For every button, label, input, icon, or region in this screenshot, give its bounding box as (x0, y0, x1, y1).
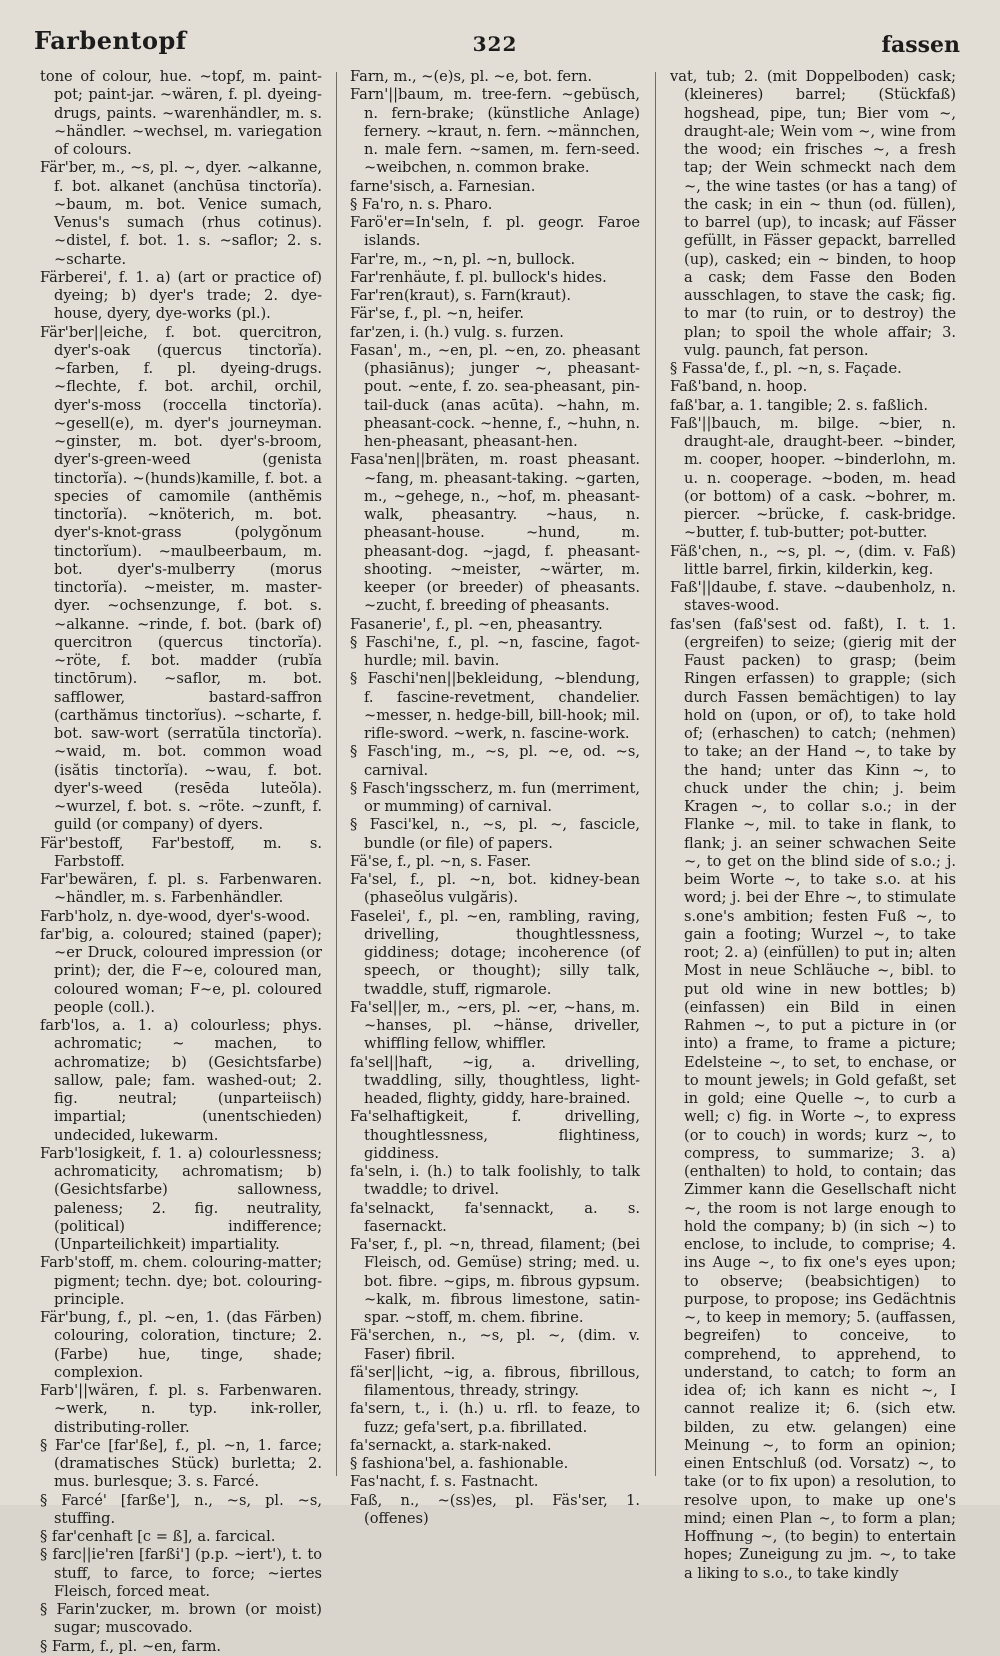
dictionary-entry: Far're, m., ~n, pl. ~n, bullock. (350, 250, 576, 268)
dictionary-entry: § far'cenhaft [c = ß], a. farcical. (40, 1528, 276, 1545)
dictionary-entry: § Fa'ro, n. s. Pharo. (350, 195, 493, 213)
dictionary-entry: fa'sel||haft, ~ig, a. drivelling, twaddling, silly, thoughtless, light-headed, flighty, giddy, hare-brained. (350, 1053, 640, 1107)
dictionary-entry: Faß, n., ~(ss)es, pl. Fäs'ser, 1. (offenes) (350, 1491, 640, 1527)
dictionary-entry: tone of colour, hue. ~topf, m. paint-pot; paint-jar. ~wären, f. pl. dyeing-drugs, paints. ~warenhändler, m. s. ~händler. ~wechsel, m. variegation of colours. (40, 68, 322, 158)
dictionary-entry: § Fasch'ing, m., ~s, pl. ~e, od. ~s, carnival. (350, 743, 640, 779)
column-divider (336, 72, 337, 1476)
dictionary-entry: Faselei', f., pl. ~en, rambling, raving, drivelling, thoughtlessness, giddiness; dotage; incoherence (of speech, or thought); silly talk, twaddle, stuff, rigmarole. (350, 907, 640, 998)
dictionary-entry: Fasa'nen||bräten, m. roast pheasant. ~fang, m. pheasant-taking. ~garten, m., ~gehege, n., ~hof, m. pheasant-walk, pheasantry. ~haus, n. pheasant-house. ~hund, m. pheasant-dog. ~jagd, f. pheasant-shooting. ~meister, ~wärter, m. keeper (or breeder) of pheasants. ~zucht, f. breeding of pheasants. (350, 451, 640, 615)
dictionary-entry: § Fasch'ingsscherz, m. fun (merriment, or mumming) of carnival. (350, 779, 640, 815)
column-right (670, 68, 956, 1582)
dictionary-entry: Fär'ber||eiche, f. bot. quercitron, dyer's-oak (quercus tinctorĭa). ~farben, f. pl. dyeing-drugs. ~flechte, f. bot. archil, orchil, dyer's-moss (roccella tinctorĭa). ~gesell(e), m. dyer's journeyman. ~ginster, m. bot. dyer's-broom, dyer's-green-weed (genista tinctorĭa). ~(hunds)kamille, f. bot. a species of camomile (anthĕmis tinctorĭa). ~knöterich, m. bot. dyer's-knot-grass (polygŏnum tinctorĭum). ~maulbeerbaum, m. bot. dyer's-mulberry (morus tinctorĭa). ~meister, m. master-dyer. ~ochsenzunge, f. bot. s. ~alkanne. ~rinde, f. bot. (bark of) quercitron (quercus tinctorĭa). ~röte, f. bot. madder (rubĭa tinctōrum). ~saflor, m. bot. safflower, bastard-saffron (carthămus tinctorĭus). ~scharte, f. bot. saw-wort (serratŭla tinctorĭa). ~waid, m. bot. common woad (isătis tinctorĭa). ~wau, f. bot. dyer's-weed (resēda luteŏla). ~wurzel, f. bot. s. ~röte. ~zunft, f. guild (or company) of dyers. (40, 323, 322, 834)
dictionary-entry: § Faschi'nen||bekleidung, ~blendung, f. fascine-revetment, chandelier. ~messer, n. hedge-bill, bill-hook; mil. rifle-sword. ~werk, n. fascine-work. (350, 670, 641, 742)
column-divider (655, 72, 656, 1476)
dictionary-entry: Fas'nacht, f. s. Fastnacht. (350, 1473, 539, 1491)
dictionary-entry: farne'sisch, a. Farnesian. (350, 177, 536, 195)
dictionary-entry: Fär'bung, f., pl. ~en, 1. (das Färben) colouring, coloration, tincture; 2. (Farbe) hue, tinge, shade; complexion. (40, 1309, 322, 1381)
dictionary-entry: fä'ser||icht, ~ig, a. fibrous, fibrillous, filamentous, thready, stringy. (350, 1363, 640, 1399)
dictionary-entry: fa'sernackt, a. stark-naked. (350, 1436, 552, 1454)
page-number: 322 (472, 32, 518, 56)
dictionary-entry: far'big, a. coloured; stained (paper); ~er Druck, coloured impression (or print); der, die F~e, coloured man, coloured woman; F~e, pl. coloured people (coll.). (40, 925, 322, 1016)
dictionary-entry: § farc||ie'ren [farßi'] (p.p. ~iert'), t. to stuff, to farce, to force; ~iertes Fleisch, forced meat. (40, 1546, 322, 1600)
dictionary-entry: Fär'bestoff, Far'bestoff, m. s. Farbstoff. (40, 834, 322, 870)
dictionary-entry: Fa'selhaftigkeit, f. drivelling, thoughtlessness, flightiness, giddiness. (350, 1108, 640, 1162)
dictionary-entry: Fa'sel||er, m., ~ers, pl. ~er, ~hans, m. ~hanses, pl. ~hänse, driveller, whiffling fellow, whiffler. (350, 998, 640, 1053)
dictionary-entry: Fär'ber, m., ~s, pl. ~, dyer. ~alkanne, f. bot. alkanet (anchūsa tinctorĭa). ~baum, m. bot. Venice sumach, Venus's sumach (rhus cotinus). ~distel, f. bot. 1. s. ~saflor; 2. s. ~scharte. (40, 159, 322, 268)
dictionary-entry: Farb'losigkeit, f. 1. a) colourlessness; achromaticity, achromatism; b) (Gesichtsfarbe) sallowness, paleness; 2. fig. neutrality, (political) indifference; (Unparteilichkeit) impartiality. (40, 1144, 322, 1253)
column-middle (350, 68, 641, 1527)
running-header (30, 26, 960, 66)
dictionary-entry: Fasanerie', f., pl. ~en, pheasantry. (350, 615, 603, 633)
dictionary-entry: Fäß'chen, n., ~s, pl. ~, (dim. v. Faß) little barrel, firkin, kilderkin, keg. (670, 542, 956, 578)
dictionary-entry: Faß'||daube, f. stave. ~daubenholz, n. staves-wood. (670, 579, 956, 615)
dictionary-entry: Far'renhäute, f. pl. bullock's hides. (350, 268, 607, 286)
dictionary-entry: Farn, m., ~(e)s, pl. ~e, bot. fern. (350, 68, 593, 85)
dictionary-entry: § Farcé' [farße'], n., ~s, pl. ~s, stuffing. (40, 1491, 322, 1527)
dictionary-entry: Farb'||wären, f. pl. s. Farbenwaren. ~werk, n. typ. ink-roller, distributing-roller. (40, 1382, 322, 1436)
dictionary-entry: Far'bewären, f. pl. s. Farbenwaren. ~händler, m. s. Farbenhändler. (40, 871, 322, 907)
header-last-word: fassen (881, 32, 960, 58)
dictionary-entry: far'zen, i. (h.) vulg. s. furzen. (350, 323, 564, 341)
dictionary-entry: vat, tub; 2. (mit Doppelboden) cask; (kleineres) barrel; (Stückfaß) hogshead, pipe, tun; Bier vom ~, draught-ale; Wein vom ~, wine from the wood; ein frisches ~, a fresh tap; der Wein schmeckt nach dem ~, the wine tastes (or has a tang) of the cask; in ein ~ thun (od. füllen), to barrel (up), to incask; auf Fässer gefüllt, in Fässer gepackt, barrelled (up), casked; ein ~ binden, to hoop a cask; dem Fasse den Boden ausschlagen, to stave the cask; fig. to mar (to ruin, or to destroy) the plan; to spoil the whole affair; 3. vulg. paunch, fat person. (670, 68, 956, 359)
dictionary-entry: Faß'band, n. hoop. (670, 378, 808, 396)
dictionary-entry: farb'los, a. 1. a) colourless; phys. achromatic; ~ machen, to achromatize; b) (Gesichtsfarbe) sallow, pale; fam. washed-out; 2. fig. neutral; (unparteiisch) impartial; (unentschieden) undecided, lukewarm. (40, 1017, 322, 1144)
dictionary-entry: Farb'holz, n. dye-wood, dyer's-wood. (40, 907, 311, 925)
dictionary-entry: § Fasci'kel, n., ~s, pl. ~, fascicle, bundle (or file) of papers. (350, 816, 640, 852)
dictionary-entry: § Farin'zucker, m. brown (or moist) sugar; muscovado. (40, 1601, 322, 1637)
dictionary-entry: Fasan', m., ~en, pl. ~en, zo. pheasant (phasiānus); junger ~, pheasant-pout. ~ente, f. zo. sea-pheasant, pin-tail-duck (anas acūta). ~hahn, m. pheasant-cock. ~henne, f., ~huhn, n. hen-pheasant, pheasant-hen. (350, 341, 640, 450)
dictionary-entry: Faß'||bauch, m. bilge. ~bier, n. draught-ale, draught-beer. ~binder, m. cooper, hooper. ~binderlohn, m. u. n. cooperage. ~boden, m. head (or bottom) of a cask. ~bohrer, m. piercer. ~brücke, f. cask-bridge. ~butter, f. tub-butter; pot-butter. (670, 414, 956, 542)
dictionary-entry: Fär'se, f., pl. ~n, heifer. (350, 305, 524, 323)
dictionary-entry: Fä'se, f., pl. ~n, s. Faser. (350, 852, 531, 870)
dictionary-entry: Far'ren(kraut), s. Farn(kraut). (350, 287, 572, 304)
dictionary-entry: Farö'er=In'seln, f. pl. geogr. Faroe islands. (350, 214, 640, 250)
dictionary-entry: Farn'||baum, m. tree-fern. ~gebüsch, n. fern-brake; (künstliche Anlage) fernery. ~kraut, n. fern. ~männchen, n. male fern. ~samen, m. fern-seed. ~weibchen, n. common brake. (350, 86, 640, 177)
dictionary-entry: fas'sen (faß'sest od. faßt), I. t. 1. (ergreifen) to seize; (gierig mit der Faust packen) to grasp; (beim Ringen erfassen) to grapple; (sich durch Fassen bemächtigen) to lay hold on (upon, or of), to take hold of; (erhaschen) to catch; (nehmen) to take; an der Hand ~, to take by the hand; unter das Kinn ~, to chuck under the chin; j. beim Kragen ~, to collar s.o.; in der Flanke ~, mil. to take in flank, to flank; j. an seiner schwachen Seite ~, to get on the blind side of s.o.; j. beim Worte ~, to take s.o. at his word; j. bei der Ehre ~, to stimulate s.one's ambition; festen Fuß ~, to gain a footing; Wurzel ~, to take root; 2. a) (einfüllen) to put in; alten Most in neue Schläuche ~, bibl. to put old wine in new bottles; b) (einfassen) ein Bild in einen Rahmen ~, to put a picture in (or into) a frame, to frame a picture; Edelsteine ~, to set, to enchase, or to mount jewels; in Gold gefaßt, set in gold; eine Quelle ~, to curb a well; c) fig. in Worte ~, to express (or to couch) in words; kurz ~, to compress, to summarize; 3. a) (enthalten) to hold, to contain; das Zimmer kann die Gesellschaft nicht ~, the room is not large enough to hold the company; b) (in sich ~) to enclose, to include, to comprise; 4. ins Auge ~, to fix one's eyes upon; to observe; (beabsichtigen) to purpose, to propose; ins Gedächtnis ~, to keep in memory; 5. (auffassen, begreifen) to conceive, to comprehend, to apprehend, to understand, to catch; to form an idea of; ich kann es nicht ~, I cannot realize it; 6. (sich etw. bilden, zu etw. gelangen) eine Meinung ~, to form an opinion; einen Entschluß (od. Vorsatz) ~, to take (or to fix upon) a resolution, to resolve upon, to make up one's mind; einen Plan ~, to form a plan; Hoffnung ~, (to begin) to entertain hopes; Zuneigung zu jm. ~, to take a liking to s.o., to take kindly (670, 615, 956, 1582)
dictionary-entry: Fa'ser, f., pl. ~n, thread, filament; (bei Fleisch, od. Gemüse) string; med. u. bot. fibre. ~gips, m. fibrous gypsum. ~kalk, m. fibrous limestone, satin-spar. ~stoff, m. chem. fibrine. (350, 1236, 640, 1326)
dictionary-entry: fa'sern, t., i. (h.) u. rfl. to feaze, to fuzz; gefa'sert, p.a. fibrillated. (350, 1400, 640, 1436)
dictionary-entry: fa'selnackt, fa'sennackt, a. s. fasernackt. (350, 1199, 640, 1235)
dictionary-entry: § fashiona'bel, a. fashionable. (350, 1455, 569, 1472)
header-first-word: Farbentopf (34, 26, 187, 55)
dictionary-entry: Farb'stoff, m. chem. colouring-matter; pigment; techn. dye; bot. colouring-principle. (40, 1254, 322, 1308)
dictionary-entry: § Fassa'de, f., pl. ~n, s. Façade. (670, 360, 902, 377)
dictionary-entry: Fa'sel, f., pl. ~n, bot. kidney-bean (phaseŏlus vulgăris). (350, 871, 640, 907)
dictionary-entry: Fä'serchen, n., ~s, pl. ~, (dim. v. Faser) fibril. (350, 1327, 640, 1363)
dictionary-entry: faß'bar, a. 1. tangible; 2. s. faßlich. (670, 396, 928, 414)
column-left (40, 68, 322, 1655)
dictionary-entry: fa'seln, i. (h.) to talk foolishly, to talk twaddle; to drivel. (350, 1163, 640, 1199)
dictionary-entry: Färberei', f. 1. a) (art or practice of) dyeing; b) dyer's trade; 2. dye-house, dyery, dye-works (pl.). (40, 268, 322, 323)
dictionary-entry: § Faschi'ne, f., pl. ~n, fascine, fagot-hurdle; mil. bavin. (350, 633, 640, 669)
dictionary-entry: § Farm, f., pl. ~en, farm. (40, 1637, 222, 1655)
dictionary-entry: § Far'ce [far'ße], f., pl. ~n, 1. farce; (dramatisches Stück) burletta; 2. mus. burlesque; 3. s. Farcé. (40, 1436, 322, 1491)
